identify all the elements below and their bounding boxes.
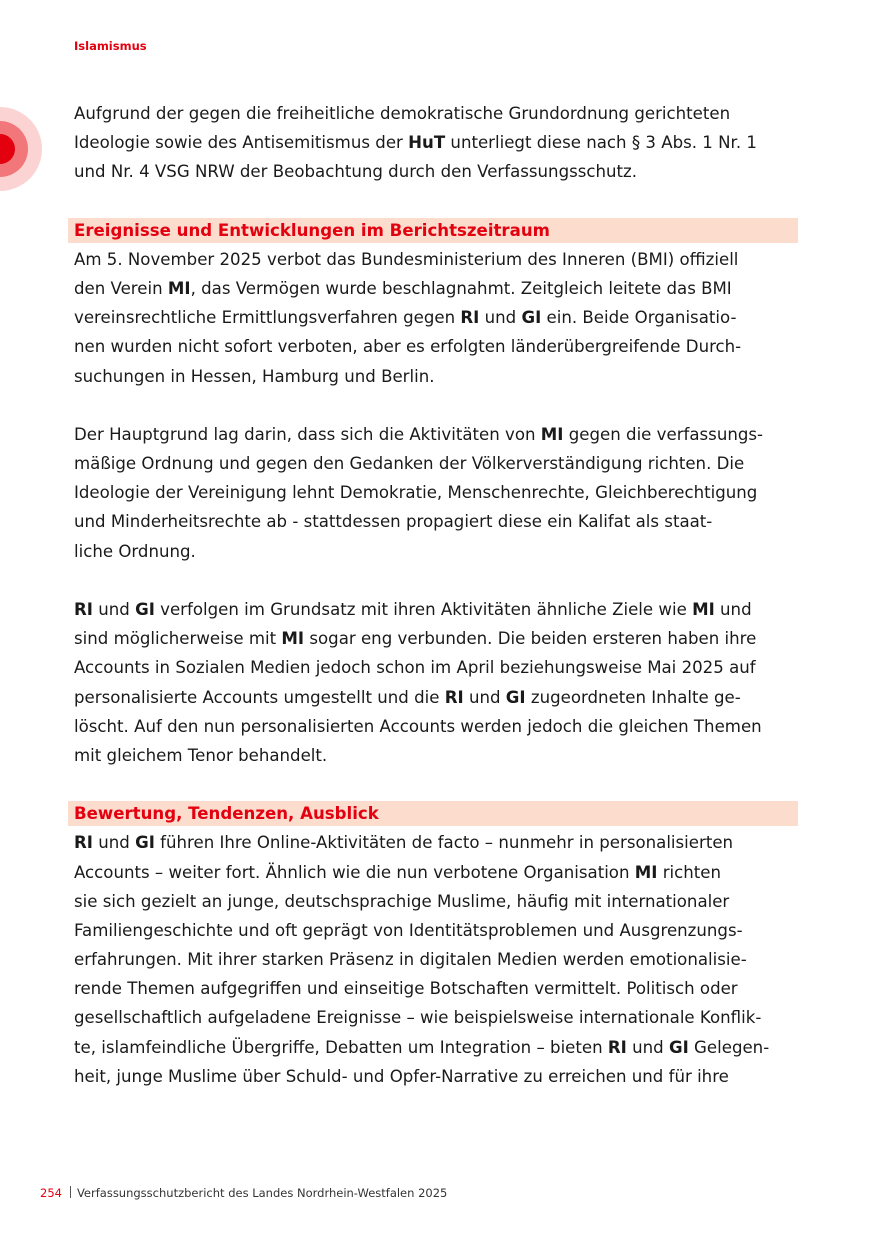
text-line: Accounts in Sozialen Medien jedoch schon im April beziehungsweise Mai 2025 auf [74, 658, 756, 678]
text-line: und Nr. 4 VSG NRW der Beobachtung durch den Verfassungsschutz. [74, 162, 638, 182]
footer-title: Verfassungsschutzbericht des Landes Nordrhein-Westfalen 2025 [76, 1186, 448, 1200]
text-line: Ideologie sowie des Antisemitismus der HuT unterliegt diese nach § 3 Abs. 1 Nr. 1 [74, 133, 757, 153]
text-line: te, islamfeindliche Übergriffe, Debatten um Integration – bieten RI und GI Gelegen- [74, 1037, 770, 1057]
text-line: und Minderheitsrechte ab - stattdessen propagiert diese ein Kalifat als staat- [74, 512, 713, 532]
text-line: erfahrungen. Mit ihrer starken Präsenz in digitalen Medien werden emotionalisie- [74, 950, 747, 970]
text-line: Aufgrund der gegen die freiheitliche demokratische Grundordnung gerichteten [74, 104, 731, 123]
body-text [74, 99, 804, 1091]
section-heading-events: Ereignisse und Entwicklungen im Berichtszeitraum [68, 218, 798, 243]
text-line: heit, junge Muslime über Schuld- und Opfer-Narrative zu erreichen und für ihre [74, 1066, 729, 1086]
text-line: personalisierte Accounts umgestellt und die RI und GI zugeordneten Inhalte ge- [74, 687, 741, 707]
text-line: Familiengeschichte und oft geprägt von Identitätsproblemen und Ausgrenzungs- [74, 920, 743, 940]
organization-abbreviation: MI [281, 629, 305, 649]
events-paragraph-1 [74, 245, 804, 391]
organization-abbreviation: RI [74, 833, 93, 853]
section-marker-icon [0, 107, 42, 191]
organization-abbreviation: HuT [408, 133, 446, 153]
text-line: den Verein MI, das Vermögen wurde beschlagnahmt. Zeitgleich leitete das BMI [74, 278, 732, 298]
intro-paragraph [74, 99, 804, 187]
page-footer [40, 1186, 447, 1200]
text-line: RI und GI verfolgen im Grundsatz mit ihren Aktivitäten ähnliche Ziele wie MI und [74, 600, 752, 619]
organization-abbreviation: GI [668, 1037, 689, 1057]
text-line: mit gleichem Tenor behandelt. [74, 745, 328, 765]
text-line: Der Hauptgrund lag darin, dass sich die Aktivitäten von MI gegen die verfassungs- [74, 424, 764, 444]
running-head: Islamismus [74, 39, 147, 53]
organization-abbreviation: RI [444, 687, 464, 707]
text-line: nen wurden nicht sofort verboten, aber es erfolgten länderübergreifende Durch- [74, 337, 742, 357]
organization-abbreviation: GI [135, 600, 155, 619]
organization-abbreviation: MI [692, 600, 715, 619]
text-line: löscht. Auf den nun personalisierten Accounts werden jedoch die gleichen Themen [74, 716, 762, 736]
text-line: gesellschaftlich aufgeladene Ereignisse – wie beispielsweise internationale Konflik- [74, 1008, 762, 1028]
organization-abbreviation: MI [167, 278, 191, 298]
organization-abbreviation: MI [634, 862, 658, 882]
text-line: liche Ordnung. [74, 541, 196, 561]
organization-abbreviation: MI [540, 424, 564, 444]
text-line: Am 5. November 2025 verbot das Bundesministerium des Inneren (BMI) offiziell [74, 249, 739, 269]
events-paragraph-2 [74, 420, 804, 566]
organization-abbreviation: RI [460, 308, 480, 328]
text-line: vereinsrechtliche Ermittlungsverfahren gegen RI und GI ein. Beide Organisatio- [74, 308, 737, 328]
text-line: mäßige Ordnung und gegen den Gedanken der Völkerverständigung richten. Die [74, 454, 745, 474]
text-line: sie sich gezielt an junge, deutschsprachige Muslime, häufig mit internationaler [74, 891, 730, 911]
text-line: suchungen in Hessen, Hamburg und Berlin. [74, 366, 435, 386]
text-line: Ideologie der Vereinigung lehnt Demokratie, Menschenrechte, Gleichberechtigung [74, 483, 758, 503]
organization-abbreviation: GI [521, 308, 542, 328]
footer-divider [70, 1186, 71, 1198]
events-paragraph-3 [74, 595, 804, 770]
organization-abbreviation: GI [135, 833, 155, 853]
text-line: rende Themen aufgegriffen und einseitige Botschaften vermittelt. Politisch oder [74, 979, 738, 999]
text-line: sind möglicherweise mit MI sogar eng verbunden. Die beiden ersteren haben ihre [74, 629, 757, 649]
page-number: 254 [40, 1186, 62, 1200]
text-line: Accounts – weiter fort. Ähnlich wie die nun verbotene Organisation MI richten [74, 862, 722, 882]
section-heading-assessment: Bewertung, Tendenzen, Ausblick [68, 801, 798, 826]
assessment-paragraph-1 [74, 828, 804, 1091]
organization-abbreviation: RI [607, 1037, 627, 1057]
organization-abbreviation: GI [505, 687, 526, 707]
text-line: RI und GI führen Ihre Online-Aktivitäten de facto – nunmehr in personalisierten [74, 833, 734, 853]
organization-abbreviation: RI [74, 600, 93, 619]
